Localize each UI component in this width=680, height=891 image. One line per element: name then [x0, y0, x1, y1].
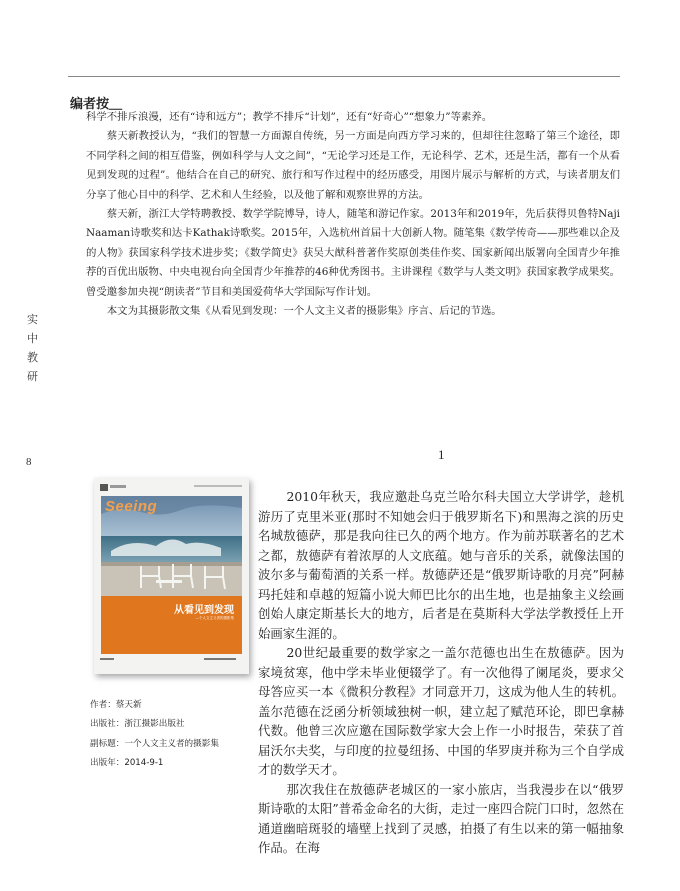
publisher-logo-icon [100, 484, 108, 491]
editor-note-body [86, 108, 620, 321]
side-label-char: 研 [27, 370, 38, 383]
editor-note-paragraph: 本文为其摄影散文集《从看见到发现：一个人文主义者的摄影集》序言、后记的节选。 [106, 305, 502, 318]
cover-publisher-mark [204, 658, 236, 660]
side-label-char: 实 [27, 313, 38, 326]
journal-side-label [27, 310, 39, 386]
cover-author-mark [100, 658, 114, 660]
side-label-char: 中 [27, 332, 38, 345]
article-paragraph: 2010年秋天，我应邀赴乌克兰哈尔科夫国立大学讲学，趁机游历了克里米亚(那时不知她会归于俄罗斯名下)和黑海之滨的历史名城敖德萨，那是我向往已久的两个地方。作为前苏联著名的艺术之都，敖德萨有着浓厚的人文底蕴。她与音乐的关系，就像法国的波尔多与葡萄酒的关系一样。敖德萨还是“俄罗斯诗歌的月亮”阿赫玛托娃和卓越的短篇小说大师巴比尔的出生地，也是抽象主义绘画创始人康定斯基长大的地方，后者是在莫斯科大学法学教授任上开始画家生涯的。 [258, 489, 624, 641]
book-publisher: 出版社：浙江摄影出版社 [90, 719, 185, 730]
cover-title-band [101, 596, 242, 654]
side-label-char: 教 [27, 351, 38, 364]
editor-note-paragraph: 蔡天新，浙江大学特聘教授、数学学院博导，诗人，随笔和游记作家。2013年和2019年，先后获得贝鲁特Naji Naaman诗歌奖和达卡Kathak诗歌奖。2015年，入选杭州首届十大创新人物。随笔集《数学传奇——那些难以企及的人物》获国家科学技术进步奖；《数学简史》获吴大猷科普著作奖原创类佳作奖、国家新闻出版署向全国青少年推荐的百优出版物、中央电视台向全国青少年推荐的46种优秀图书。主讲课程《数学与人类文明》获国家教学成果奖。曾受邀参加央视“朗读者”节目和美国爱荷华大学国际写作计划。 [86, 208, 620, 298]
publisher-logo-text-mark [110, 485, 126, 488]
article-paragraph: 那次我住在敖德萨老城区的一家小旅店，当我漫步在以“俄罗斯诗歌的太阳”普希金命名的大街，走过一座四合院门口时，忽然在通道幽暗斑驳的墙壁上找到了灵感，拍摄了有生以来的第一幅抽象作品。在海 [258, 781, 624, 855]
editor-note-heading: 编者按＿ [70, 97, 123, 112]
top-divider [68, 76, 620, 77]
cover-subtitle: —个人文主义者的摄影集 [195, 616, 234, 620]
book-cover-image [94, 478, 249, 674]
cover-photo [101, 496, 242, 596]
book-subtitle: 副标题：一个人文主义者的摄影集 [90, 738, 219, 749]
editor-note-paragraph: 科学不排斥浪漫，还有“诗和远方”；教学不排斥“计划”，还有“好奇心”“想象力”等素养。 [86, 111, 493, 123]
article-paragraph: 20世纪最重要的数学家之一盖尔范德也出生在敖德萨。因为家境贫寒，他中学未毕业便辍学了。有一次他得了阑尾炎，要求父母答应买一本《微积分教程》才同意开刀，这成为他人生的转机。盖尔范德在泛函分析领域独树一帜，建立起了赋范环论，即巴拿赫代数。他曾三次应邀在国际数学家大会上作一小时报告，荣获了首届沃尔夫奖，与印度的拉曼纽扬、中国的华罗庚并称为三个自学成才的数学天才。 [258, 645, 624, 777]
book-info [90, 696, 219, 773]
page-number: 8 [26, 456, 32, 468]
editor-note-paragraph: 蔡天新教授认为，“我们的智慧一方面源自传统，另一方面是向西方学习来的，但却往往忽略了第三个途径，即不同学科之间的相互借鉴，例如科学与人文之间”，“无论学习还是工作，无论科学、艺术，还是生活，都有一个从看见到发现的过程”。他结合在自己的研究、旅行和写作过程中的经历感受，用图片展示与解析的方式，与读者朋友们分享了他心目中的科学、艺术和人生经验，以及他了解和观察世界的方法。 [86, 130, 620, 201]
section-number: 1 [438, 447, 445, 462]
cover-title: 从看见到发现 [174, 605, 234, 616]
cover-seeing-text: Seeing [105, 498, 158, 515]
book-publish-date: 出版年：2014-9-1 [90, 757, 164, 768]
book-author: 作者：蔡天新 [90, 700, 142, 710]
article-body [258, 487, 624, 858]
cover-top-strip [194, 485, 242, 487]
